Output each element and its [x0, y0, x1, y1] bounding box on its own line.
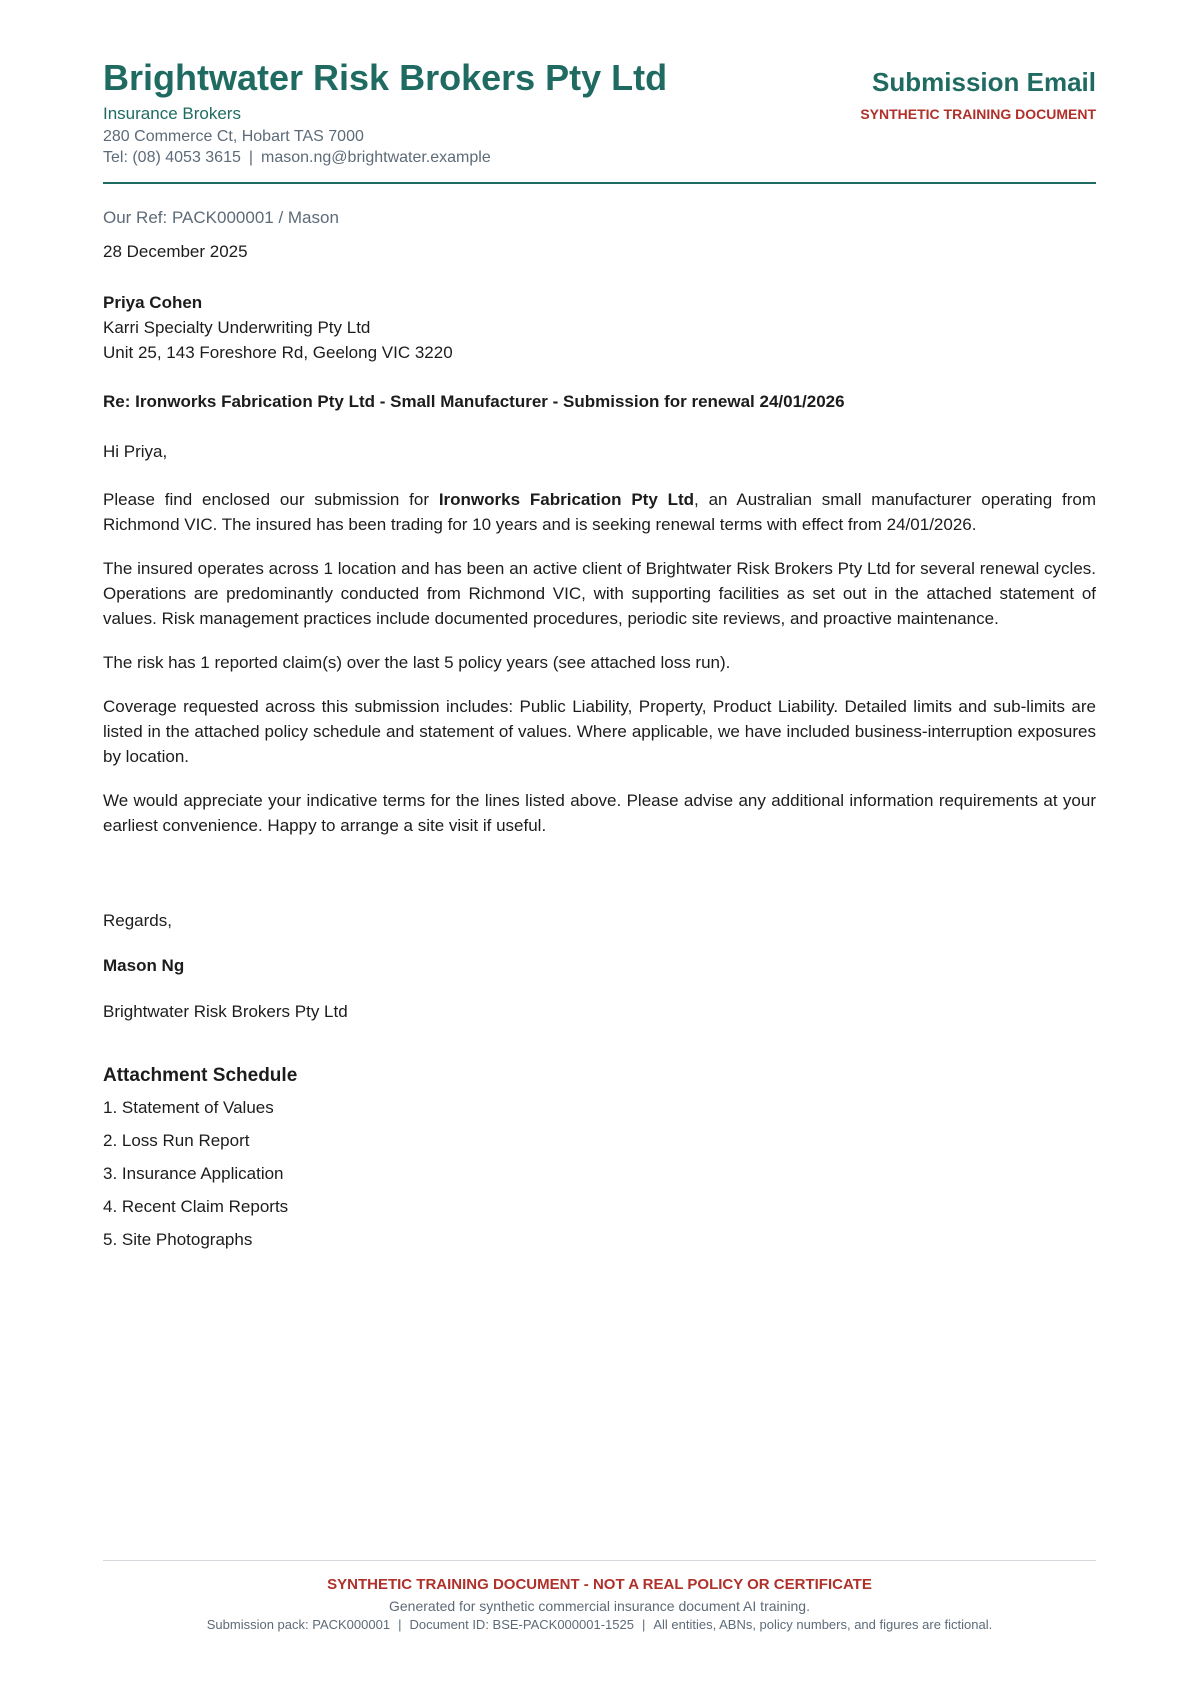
- company-address: 280 Commerce Ct, Hobart TAS 7000: [103, 128, 364, 145]
- insured-name: Ironworks Fabrication Pty Ltd: [438, 490, 695, 509]
- greeting: Hi Priya,: [103, 442, 168, 461]
- recipient-address: Unit 25, 143 Foreshore Rd, Geelong VIC 3220: [103, 343, 453, 362]
- body-paragraph-2: The insured operates across 1 location and has been an active client of Brightwater Risk Brokers Pty Ltd for several renewal cycles. Operations are predominantly conducted from Richmond VIC, with supporting facilities as set out in the attached statement of values. Risk management practices include documented procedures, periodic site reviews, and proactive maintenance.: [103, 559, 1096, 628]
- body-paragraph-5: We would appreciate your indicative terms for the lines listed above. Please advise any additional information requirements at your earliest convenience. Happy to arrange a site visit if useful.: [103, 791, 1096, 835]
- footer-document-id: Document ID: BSE-PACK000001-1525: [409, 1617, 634, 1632]
- company-name: Brightwater Risk Brokers Pty Ltd: [103, 57, 668, 98]
- footer-meta: [103, 1616, 1096, 1634]
- attachment-list: [103, 1097, 288, 1262]
- company-email: mason.ng@brightwater.example: [261, 149, 491, 166]
- attachment-item: 2. Loss Run Report: [103, 1131, 250, 1150]
- letter-body: [103, 487, 1096, 857]
- body-paragraph-3: The risk has 1 reported claim(s) over the last 5 policy years (see attached loss run).: [103, 653, 731, 672]
- company-contact: [103, 148, 491, 168]
- p1-text-end: , an Australian small manufacturer operating from Richmond VIC. The insured has been trading for 10 years and is seeking renewal terms with effect from 24/01/2026.: [103, 490, 1096, 534]
- attachment-item: 1. Statement of Values: [103, 1098, 274, 1117]
- attachment-item: 4. Recent Claim Reports: [103, 1197, 289, 1216]
- footer-generated-note: Generated for synthetic commercial insurance document AI training.: [389, 1598, 810, 1614]
- letter-page: [103, 0, 1096, 1684]
- attachment-item: 3. Insurance Application: [103, 1164, 284, 1183]
- p1-text-start: Please find enclosed our submission for: [103, 490, 439, 509]
- attachment-item: 5. Site Photographs: [103, 1230, 253, 1249]
- footer-separator: |: [641, 1617, 646, 1632]
- document-type-title: Submission Email: [872, 67, 1096, 97]
- closing: Regards,: [103, 911, 172, 930]
- recipient-block: [103, 290, 453, 365]
- recipient-name: Priya Cohen: [103, 293, 203, 312]
- synthetic-flag: SYNTHETIC TRAINING DOCUMENT: [860, 106, 1096, 122]
- subject-line: Re: Ironworks Fabrication Pty Ltd - Small Manufacturer - Submission for renewal 24/01/2026: [103, 392, 845, 411]
- company-phone: Tel: (08) 4053 3615: [103, 149, 241, 166]
- company-tagline: Insurance Brokers: [103, 104, 241, 123]
- footer-disclaimer: All entities, ABNs, policy numbers, and figures are fictional.: [653, 1617, 993, 1632]
- page-footer: [103, 1560, 1096, 1632]
- letterhead: [103, 56, 1096, 184]
- signer-name: Mason Ng: [103, 956, 185, 975]
- footer-separator: |: [398, 1617, 402, 1632]
- our-reference: Our Ref: PACK000001 / Mason: [103, 208, 339, 227]
- recipient-company: Karri Specialty Underwriting Pty Ltd: [103, 318, 371, 337]
- letter-date: 28 December 2025: [103, 242, 248, 261]
- footer-pack: Submission pack: PACK000001: [206, 1617, 391, 1632]
- body-paragraph-4: Coverage requested across this submission includes: Public Liability, Property, Product Liability. Detailed limits and sub-limits are listed in the attached policy schedule and statement of values. Where applicable, we have included business-interruption exposures by location.: [103, 697, 1096, 766]
- footer-warning: SYNTHETIC TRAINING DOCUMENT - NOT A REAL POLICY OR CERTIFICATE: [327, 1576, 872, 1593]
- contact-separator: |: [248, 149, 254, 166]
- signer-company: Brightwater Risk Brokers Pty Ltd: [103, 1002, 348, 1021]
- attachment-schedule-title: Attachment Schedule: [103, 1065, 298, 1086]
- body-paragraph-1: [103, 487, 1096, 537]
